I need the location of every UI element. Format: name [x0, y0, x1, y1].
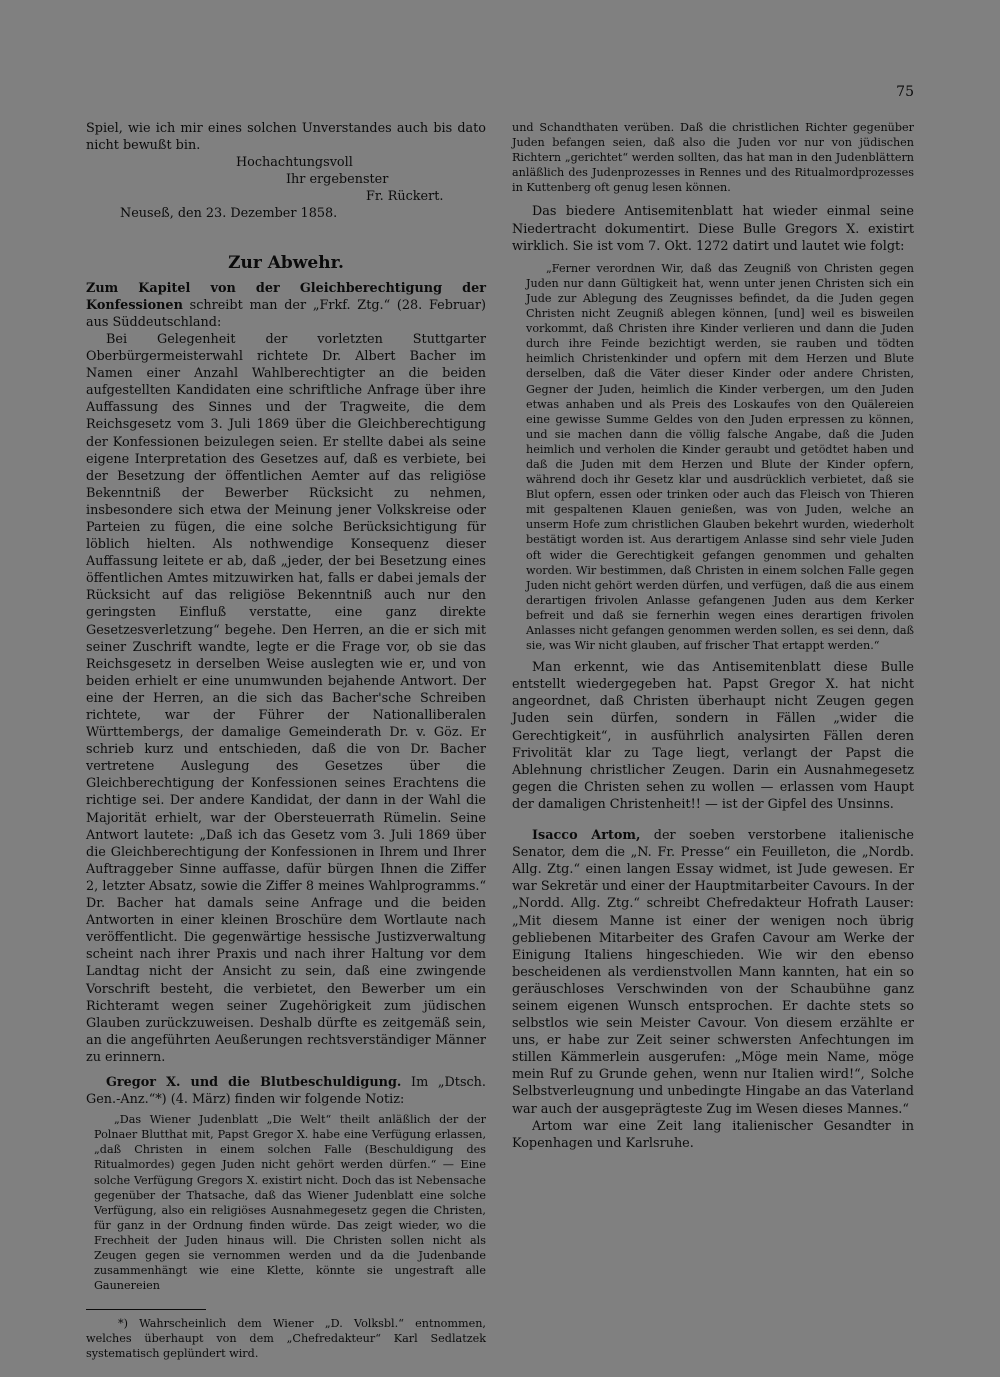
article-1-title: Zum Kapitel von der Gleichberechtigung der Konfessionen: [86, 280, 486, 313]
artom-name: Isacco Artom,: [532, 828, 641, 844]
letter-date: Neuseß, den 23. Dezember 1858.: [120, 206, 338, 222]
page-number: 75: [896, 84, 914, 100]
article-2-heading: [86, 1074, 486, 1108]
response-paragraph: Das biedere Antisemitenblatt hat wieder einmal seine Niedertracht dokumentirt. Diese Bulle Gregors X. existirt wirklich. Sie ist vom 7. Okt. 1272 datirt und lautet wie folgt:: [512, 204, 914, 254]
article-1-heading: [86, 280, 486, 331]
article-1-body: Bei Gelegenheit der vorletzten Stuttgarter Oberbürgermeisterwahl richtete Dr. Albert Bacher im Namen einer Anzahl Wahlberechtigter an die beiden aufgestellten Kandidaten eine schriftliche Anfrage über ihre Auffassung des Sinnes und der Tragweite, die dem Reichsgesetz vom 3. Juli 1869 über die Gleichberechtigung der Konfessionen beizulegen seien. Er stellte dabei als seine eigene Interpretation des Gesetzes auf, daß es verbiete, bei der Besetzung der öffentlichen Aemter auf das religiöse Bekenntniß der Bewerber Rücksicht zu nehmen, insbesondere sich etwa der Meinung jener Volkskreise oder Parteien zu fügen, die eine solche Berücksichtigung für löblich hielten. Als nothwendige Konsequenz dieser Auffassung leitete er ab, daß „jeder, der bei Besetzung eines öffentlichen Amtes mitzuwirken hat, falls er dabei jemals der Rücksicht auf das religiöse Bekenntniß auch nur den geringsten Einfluß verstatte, eine ganz direkte Gesetzesverletzung“ begehe. Den Herren, an die er sich mit seiner Zuschrift wandte, legte er die Frage vor, ob sie das Reichsgesetz in derselben Weise auslegten wie er, und von beiden erhielt er eine unumwunden bejahende Antwort. Der eine der Herren, an die sich das Bacher'sche Schreiben richtete, war der Führer der Nationalliberalen Württembergs, der damalige Gemeinderath Dr. v. Göz. Er schrieb kurz und entschieden, daß die von Dr. Bacher vertretene Auslegung des Gesetzes über die Gleichberechtigung der Konfessionen seines Erachtens die richtige sei. Der andere Kandidat, der dann in der Wahl die Majorität erhielt, war der Obersteuerrath Rümelin. Seine Antwort lautete: „Daß ich das Gesetz vom 3. Juli 1869 über die Gleichberechtigung der Konfessionen in Ihrem und Ihrer Auftraggeber Sinne auffasse, dafür bürgen Ihnen die Ziffer 2, letzter Absatz, sowie die Ziffer 8 meines Wahlprogramms.“ Dr. Bacher hat damals seine Anfrage und die beiden Antworten in einer kleinen Broschüre dem Wortlaute nach veröffentlicht. Die gegenwärtige hessische Justizverwaltung scheint nach ihrer Praxis und nach ihrer Haltung vor dem Landtag nicht der Ansicht zu sein, daß eine zwingende Vorschrift besteht, die verbietet, den Bewerber um ein Richteramt wegen seiner Zugehörigkeit zum jüdischen Glauben zurückzuweisen. Deshalb dürfte es zeitgemäß sein, an die angeführten Aeußerungen rechtsverständiger Männer zu erinnern.: [86, 331, 486, 1065]
right-column: [512, 120, 914, 1152]
section-title: Zur Abwehr.: [228, 252, 344, 273]
article-2-intro: Im „Dtsch. Gen.-Anz.“*) (4. März) finden wir folgende Notiz:: [86, 1074, 486, 1108]
bull-quote: „Ferner verordnen Wir, daß das Zeugniß von Christen gegen Juden nur dann Gültigkeit hat, wenn unter jenen Christen sich ein Jude zur Ablegung des Zeugnisses befindet, da die Juden gegen Christen nicht Zeugniß ablegen können, [und] weil es bisweilen vorkommt, daß Christen ihre Kinder verlieren und dann die Juden durch ihre Feinde bezichtigt werden, sie rauben und tödten heimlich Christenkinder und opfern mit dem Herzen und Blute derselben, daß die Väter dieser Kinder oder andere Christen, Gegner der Juden, heimlich die Kinder verbergen, um den Juden etwas anhaben und als Preis des Loskaufes von den Quälereien eine gewisse Summe Geldes von den Juden erpressen zu können, und sie machen dann die völlig falsche Angabe, daß die Juden heimlich und verholen die Kinder geraubt und getödtet haben und daß die Juden mit dem Herzen und Blute der Kinder opfern, während doch ihr Gesetz klar und ausdrücklich verbietet, daß sie Blut opfern, essen oder trinken oder auch das Fleisch von Thieren mit gespaltenen Klauen genießen, was von Juden, welche an unserm Hofe zum christlichen Glauben bekehrt wurden, wiederholt bestätigt worden ist. Aus derartigem Anlasse sind sehr viele Juden oft wider die Gerechtigkeit gefangen genommen und gehalten worden. Wir bestimmen, daß Christen in einem solchen Falle gegen Juden nicht gehört werden dürfen, und verfügen, daß die aus einem derartigen frivolen Anlasse gefangenen Juden aus dem Kerker befreit und daß sie fernerhin wegen eines derartigen frivolen Anlasses nicht gefangen genommen werden sollen, es sei denn, daß sie, was Wir nicht glauben, auf frischer That ertappt werden.“: [526, 261, 914, 653]
article-2-title: Gregor X. und die Blutbeschuldigung.: [106, 1074, 402, 1090]
letter-closing: Hochachtungsvoll: [236, 155, 353, 171]
analysis-paragraph: Man erkennt, wie das Antisemitenblatt diese Bulle entstellt wiedergegeben hat. Papst Gregor X. hat nicht angeordnet, daß Christen überhaupt nicht Zeugen gegen Juden sein dürfen, sondern in Fällen „wider die Gerechtigkeit“, in ausführlich analysirten Fällen deren Frivolität klar zu Tage liegt, verlangt der Papst die Ablehnung christlicher Zeugen. Darin ein Ausnahmegesetz gegen die Christen sehen zu wollen — erlassen vom Haupt der damaligen Christenheit!! — ist der Gipfel des Unsinns.: [512, 660, 914, 812]
article-2-quote: „Das Wiener Judenblatt „Die Welt“ theilt anläßlich der der Polnaer Blutthat mit, Papst Gregor X. habe eine Verfügung erlassen, „daß Christen in einem solchen Falle (Beschuldigung des Ritualmordes) gegen Juden nicht gehört werden dürfen.“ — Eine solche Verfügung Gregors X. existirt nicht. Doch das ist Nebensache gegenüber der Thatsache, daß das Wiener Judenblatt eine solche Verfügung, also ein religiöses Ausnahmegesetz gegen die Christen, für ganz in der Ordnung finden würde. Das zeigt wieder, wo die Frechheit der Juden hinaus will. Die Christen sollen nicht als Zeugen gegen sie vernommen werden und da die Judenbande zusammenhängt wie eine Klette, könnte sie ungestraft alle Gaunereien: [94, 1113, 486, 1293]
footnote: *) Wahrscheinlich dem Wiener „D. Volksbl.“ entnommen, welches überhaupt von dem „Chefredakteur“ Karl Sedlatzek systematisch geplündert wird.: [86, 1317, 486, 1361]
artom-article: [512, 827, 914, 1118]
quote-continuation: und Schandthaten verüben. Daß die christlichen Richter gegenüber Juden befangen seien, daß also die Juden vor nur von jüdischen Richtern „gerichtet“ werden sollten, das hat man in den Judenblättern anläßlich des Judenprozesses in Rennes und des Ritualmordprozesses in Kuttenberg oft genug lesen können.: [512, 121, 914, 195]
artom-final: Artom war eine Zeit lang italienischer Gesandter in Kopenhagen und Karlsruhe.: [512, 1118, 914, 1151]
letter-ending: Spiel, wie ich mir eines solchen Unverstandes auch bis dato nicht bewußt bin.: [86, 121, 486, 154]
letter-signature: Fr. Rückert.: [366, 189, 444, 205]
artom-body: der soeben verstorbene italienische Senator, dem die „N. Fr. Presse“ ein Feuilleton, die „Nordb. Allg. Ztg.“ einen langen Essay widmet, ist Jude gewesen. Er war Sekretär und einer der Hauptmitarbeiter Cavours. In der „Nordd. Allg. Ztg.“ schreibt Chefredakteur Hofrath Lauser: „Mit diesem Manne ist einer der wenigen noch übrig gebliebenen Mitarbeiter des Grafen Cavour am Werke der Einigung Italiens hingeschieden. Wie wir den ebenso bescheidenen als verdienstvollen Mann kannten, hat ein so geräuschloses Verschwinden von der Schaubühne ganz seinem eigenen Wunsch entsprochen. Er dachte stets so selbstlos wie sein Meister Cavour. Von diesem erzählte er uns, er habe zur Zeit seiner schwersten Anfechtungen im stillen Kämmerlein ausgerufen: „Möge mein Name, möge mein Ruf zu Grunde gehen, wenn nur Italien wird!“, Solche Selbstverleugnung und unbedingte Hingabe an das Vaterland war auch der ausgeprägteste Zug im Wesen dieses Mannes.“: [512, 828, 914, 1117]
left-column: [86, 120, 486, 1361]
article-1-intro: schreibt man der „Frkf. Ztg.“ (28. Februar) aus Süddeutschland:: [86, 297, 486, 330]
letter-closing-2: Ihr ergebenster: [286, 172, 389, 188]
footnote-divider: [86, 1309, 206, 1310]
